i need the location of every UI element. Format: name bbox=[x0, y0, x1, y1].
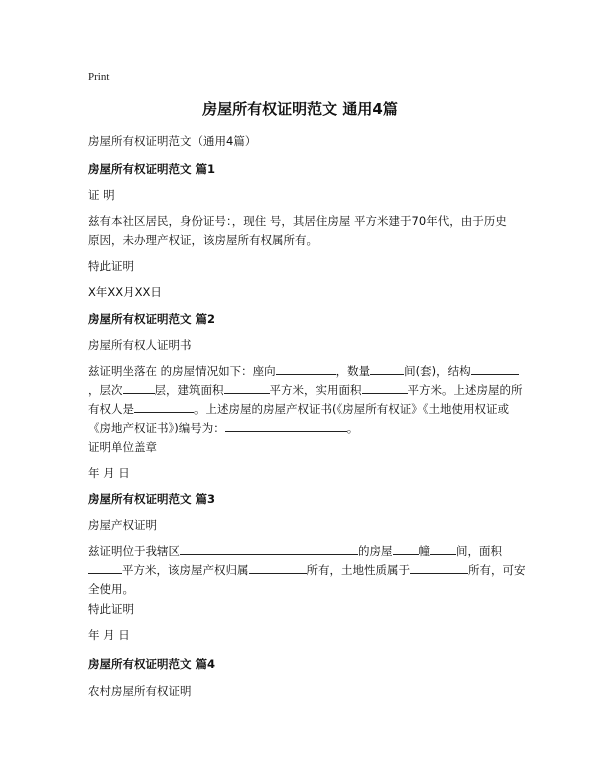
section2-seal: 证明单位盖章 bbox=[88, 440, 157, 454]
section1-closing: 特此证明 bbox=[88, 259, 134, 273]
section2-body: 兹证明坐落在 的房屋情况如下：座向 ，数量 间(套)，结构，层次 层，建筑面积 平方米，实用面积 平方米。上述房屋的所有权人是 。上述房屋的房屋产权证书(《房屋所有权证》《土地使用权证或《房地产权证书》)编号为： 。 bbox=[88, 364, 523, 435]
section3-date: 年 月 日 bbox=[88, 628, 130, 642]
section3-closing: 特此证明 bbox=[88, 602, 134, 616]
section3-body: 兹证明位于我辖区 的房屋 幢 间，面积平方米，该房屋产权归属 所有，土地性质属于 所有，可安全使用。 bbox=[88, 544, 526, 596]
section1-body: 兹有本社区居民，身份证号：，现住 号，其居住房屋 平方米建于70年代，由于历史原因，未办理产权证，该房屋所有权属所有。 bbox=[88, 214, 507, 247]
section2-heading: 房屋所有权证明范文 篇2 bbox=[88, 312, 216, 326]
document-title: 房屋所有权证明范文 通用4篇 bbox=[202, 100, 398, 118]
section4-title: 农村房屋所有权证明 bbox=[88, 684, 192, 698]
section3-heading: 房屋所有权证明范文 篇3 bbox=[88, 492, 216, 506]
section2-title: 房屋所有权人证明书 bbox=[88, 338, 192, 352]
intro-line: 房屋所有权证明范文（通用4篇） bbox=[88, 134, 257, 148]
section3-title: 房屋产权证明 bbox=[88, 518, 157, 532]
print-label: Print bbox=[88, 71, 110, 83]
section1-date: X年XX月XX日 bbox=[88, 285, 162, 299]
section1-heading: 房屋所有权证明范文 篇1 bbox=[88, 162, 216, 176]
section2-date: 年 月 日 bbox=[88, 466, 130, 480]
section1-title: 证 明 bbox=[88, 188, 115, 202]
section4-heading: 房屋所有权证明范文 篇4 bbox=[88, 657, 216, 671]
